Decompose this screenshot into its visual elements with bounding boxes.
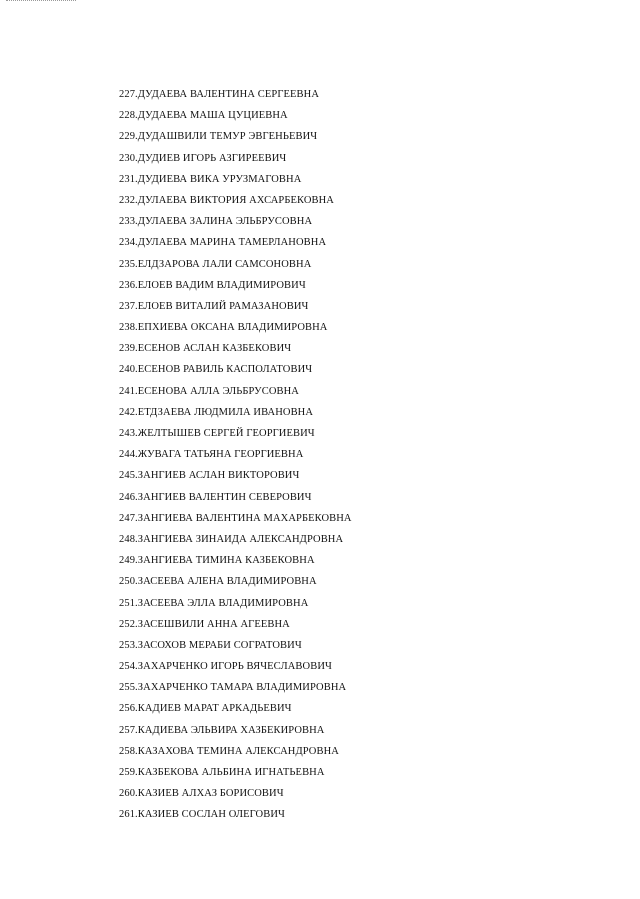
list-item: 227.ДУДАЕВА ВАЛЕНТИНА СЕРГЕЕВНА — [119, 89, 320, 100]
list-item: 255.ЗАХАРЧЕНКО ТАМАРА ВЛАДИМИРОВНА — [119, 682, 347, 694]
list-item: 236.ЕЛОЕВ ВАДИМ ВЛАДИМИРОВИЧ — [119, 279, 306, 291]
list-item: 249.ЗАНГИЕВА ТИМИНА КАЗБЕКОВНА — [119, 555, 315, 567]
list-item: 260.КАЗИЕВ АЛХАЗ БОРИСОВИЧ — [119, 788, 284, 800]
list-item: 261.КАЗИЕВ СОСЛАН ОЛЕГОВИЧ — [119, 809, 285, 821]
list-item: 258.КАЗАХОВА ТЕМИНА АЛЕКСАНДРОВНА — [119, 745, 339, 757]
list-item: 241.ЕСЕНОВА АЛЛА ЭЛЬБРУСОВНА — [119, 385, 299, 397]
list-item: 228.ДУДАЕВА МАША ЦУЦИЕВНА — [119, 110, 288, 122]
list-item: 257.КАДИЕВА ЭЛЬВИРА ХАЗБЕКИРОВНА — [119, 724, 325, 736]
list-item: 232.ДУЛАЕВА ВИКТОРИЯ АХСАРБЕКОВНА — [119, 194, 334, 206]
list-item: 233.ДУЛАЕВА ЗАЛИНА ЭЛЬБРУСОВНА — [119, 216, 313, 228]
list-item: 231.ДУДИЕВА ВИКА УРУЗМАГОВНА — [119, 173, 302, 185]
list-item: 229.ДУДАШВИЛИ ТЕМУР ЭВГЕНЬЕВИЧ — [119, 131, 318, 143]
list-item: 248.ЗАНГИЕВА ЗИНАИДА АЛЕКСАНДРОВНА — [119, 533, 344, 545]
list-item: 250.ЗАСЕЕВА АЛЕНА ВЛАДИМИРОВНА — [119, 576, 317, 588]
list-item: 251.ЗАСЕЕВА ЭЛЛА ВЛАДИМИРОВНА — [119, 597, 309, 609]
name-list — [119, 86, 352, 828]
list-item: 230.ДУДИЕВ ИГОРЬ АЗГИРЕЕВИЧ — [119, 152, 287, 164]
list-item: 240.ЕСЕНОВ РАВИЛЬ КАСПОЛАТОВИЧ — [119, 364, 313, 376]
list-item: 256.КАДИЕВ МАРАТ АРКАДЬЕВИЧ — [119, 703, 292, 715]
list-item: 235.ЕЛДЗАРОВА ЛАЛИ САМСОНОВНА — [119, 258, 312, 270]
list-item: 243.ЖЕЛТЫШЕВ СЕРГЕЙ ГЕОРГИЕВИЧ — [119, 428, 315, 439]
list-item: 239.ЕСЕНОВ АСЛАН КАЗБЕКОВИЧ — [119, 343, 292, 355]
list-item: 259.КАЗБЕКОВА АЛЬБИНА ИГНАТЬЕВНА — [119, 767, 325, 778]
list-item: 253.ЗАСОХОВ МЕРАБИ СОГРАТОВИЧ — [119, 639, 302, 651]
list-item: 242.ЕТДЗАЕВА ЛЮДМИЛА ИВАНОВНА — [119, 406, 314, 418]
list-item: 245.ЗАНГИЕВ АСЛАН ВИКТОРОВИЧ — [119, 470, 300, 482]
list-item: 244.ЖУВАГА ТАТЬЯНА ГЕОРГИЕВНА — [119, 449, 304, 461]
list-item: 234.ДУЛАЕВА МАРИНА ТАМЕРЛАНОВНА — [119, 237, 327, 249]
list-item: 247.ЗАНГИЕВА ВАЛЕНТИНА МАХАРБЕКОВНА — [119, 512, 352, 524]
list-item: 254.ЗАХАРЧЕНКО ИГОРЬ ВЯЧЕСЛАВОВИЧ — [119, 661, 332, 673]
list-item: 252.ЗАСЕШВИЛИ АННА АГЕЕВНА — [119, 618, 290, 630]
scan-artifact-mark — [6, 0, 76, 5]
list-item: 246.ЗАНГИЕВ ВАЛЕНТИН СЕВЕРОВИЧ — [119, 491, 312, 503]
list-item: 237.ЕЛОЕВ ВИТАЛИЙ РАМАЗАНОВИЧ — [119, 300, 309, 312]
list-item: 238.ЕПХИЕВА ОКСАНА ВЛАДИМИРОВНА — [119, 322, 328, 334]
